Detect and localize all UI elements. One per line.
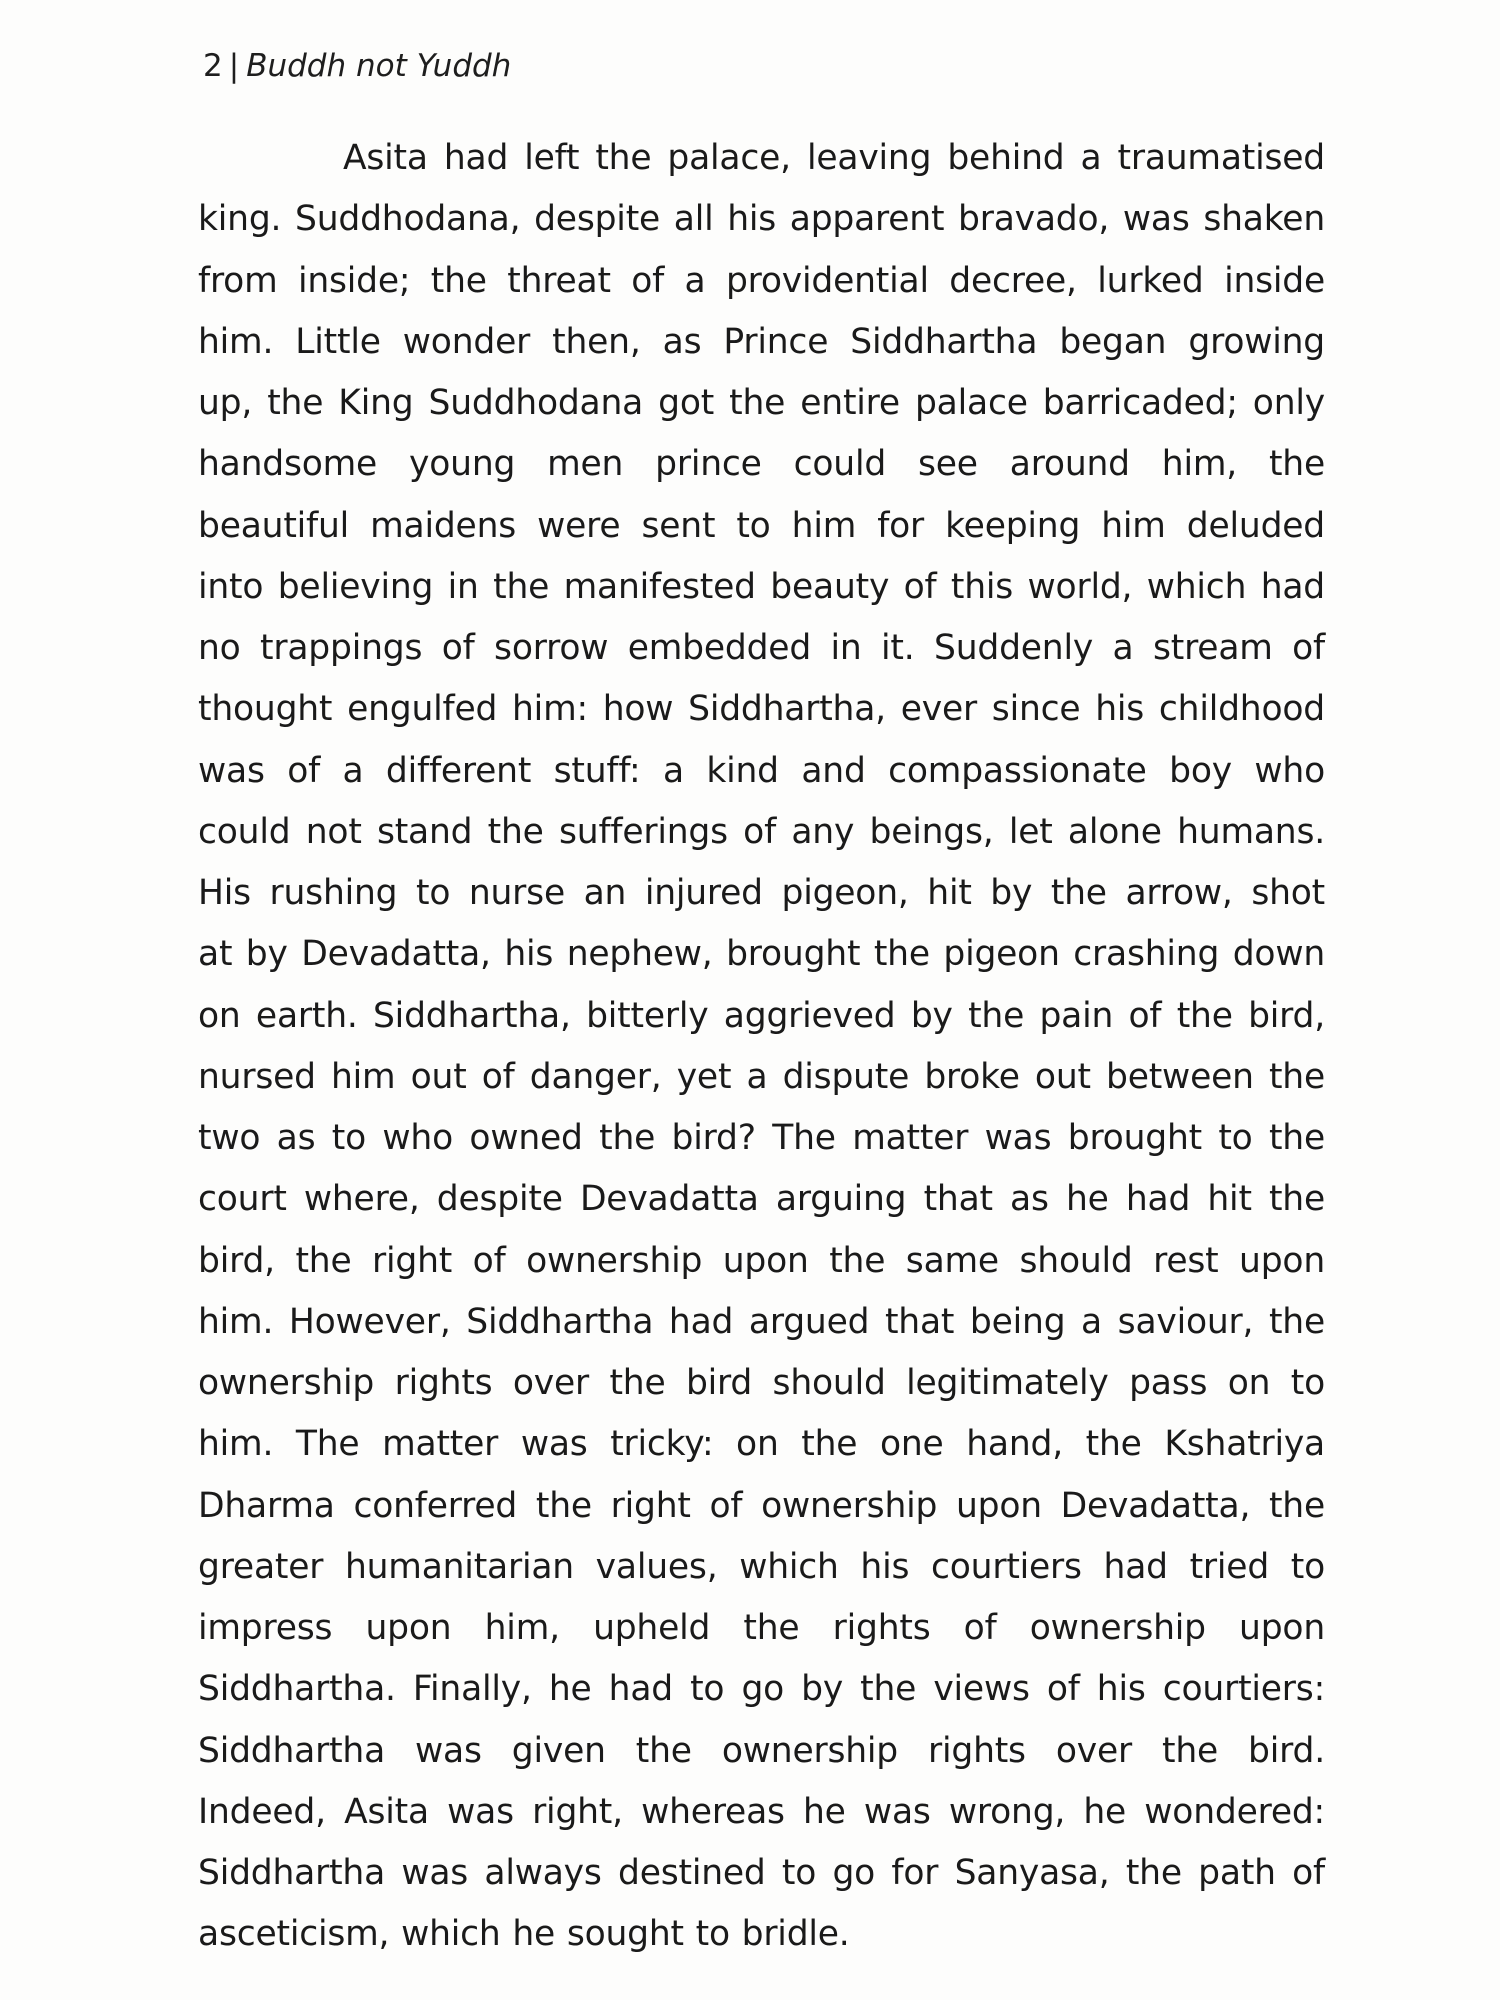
text-line: beautiful maidens were sent to him for keeping him deluded [198,505,1325,546]
text-line: him. The matter was tricky: on the one hand, the Kshatriya [198,1424,1325,1465]
text-line: on earth. Siddhartha, bitterly aggrieved by the pain of the bird, [198,995,1325,1036]
text-line: two as to who owned the bird? The matter was brought to the [198,1118,1325,1158]
text-line: no trappings of sorrow embedded in it. Suddenly a stream of [198,628,1325,668]
text-line: thought engulfed him: how Siddhartha, ever since his childhood [198,689,1325,730]
header-separator: | [228,48,240,84]
text-line: could not stand the sufferings of any beings, let alone humans. [198,811,1325,852]
text-line: Dharma conferred the right of ownership upon Devadatta, the [198,1485,1325,1526]
text-line: Asita had left the palace, leaving behind a traumatised [343,138,1325,178]
text-line: Indeed, Asita was right, whereas he was wrong, he wondered: [198,1791,1325,1832]
text-line: greater humanitarian values, which his courtiers had tried to [198,1546,1325,1587]
text-line: up, the King Suddhodana got the entire palace barricaded; only [198,383,1325,423]
text-line: king. Suddhodana, despite all his apparent bravado, was shaken [198,199,1325,240]
text-line: into believing in the manifested beauty of this world, which had [198,566,1325,607]
text-line: impress upon him, upheld the rights of ownership upon [198,1608,1325,1648]
text-line: him. However, Siddhartha had argued that being a saviour, the [198,1301,1325,1342]
text-line: was of a different stuff: a kind and compassionate boy who [198,750,1325,791]
text-line: court where, despite Devadatta arguing that as he had hit the [198,1179,1325,1220]
text-line: Siddhartha was given the ownership rights over the bird. [198,1730,1325,1771]
running-header [203,46,511,86]
body-paragraph [198,128,1325,1966]
text-line: ownership rights over the bird should legitimately pass on to [198,1363,1325,1403]
page-number: 2 [203,48,223,84]
text-line: him. Little wonder then, as Prince Siddhartha began growing [198,321,1325,362]
text-line: bird, the right of ownership upon the same should rest upon [198,1240,1325,1281]
text-line: nursed him out of danger, yet a dispute broke out between the [198,1056,1325,1097]
text-line: from inside; the threat of a providential decree, lurked inside [198,260,1325,301]
book-title: Buddh not Yuddh [246,48,512,84]
text-line: Siddhartha was always destined to go for Sanyasa, the path of [198,1853,1325,1893]
text-line: Siddhartha. Finally, he had to go by the views of his courtiers: [198,1669,1325,1710]
text-line: handsome young men prince could see around him, the [198,444,1325,485]
text-line: asceticism, which he sought to bridle. [198,1914,850,1955]
text-line: at by Devadatta, his nephew, brought the pigeon crashing down [198,934,1325,975]
text-line: His rushing to nurse an injured pigeon, hit by the arrow, shot [198,873,1325,913]
